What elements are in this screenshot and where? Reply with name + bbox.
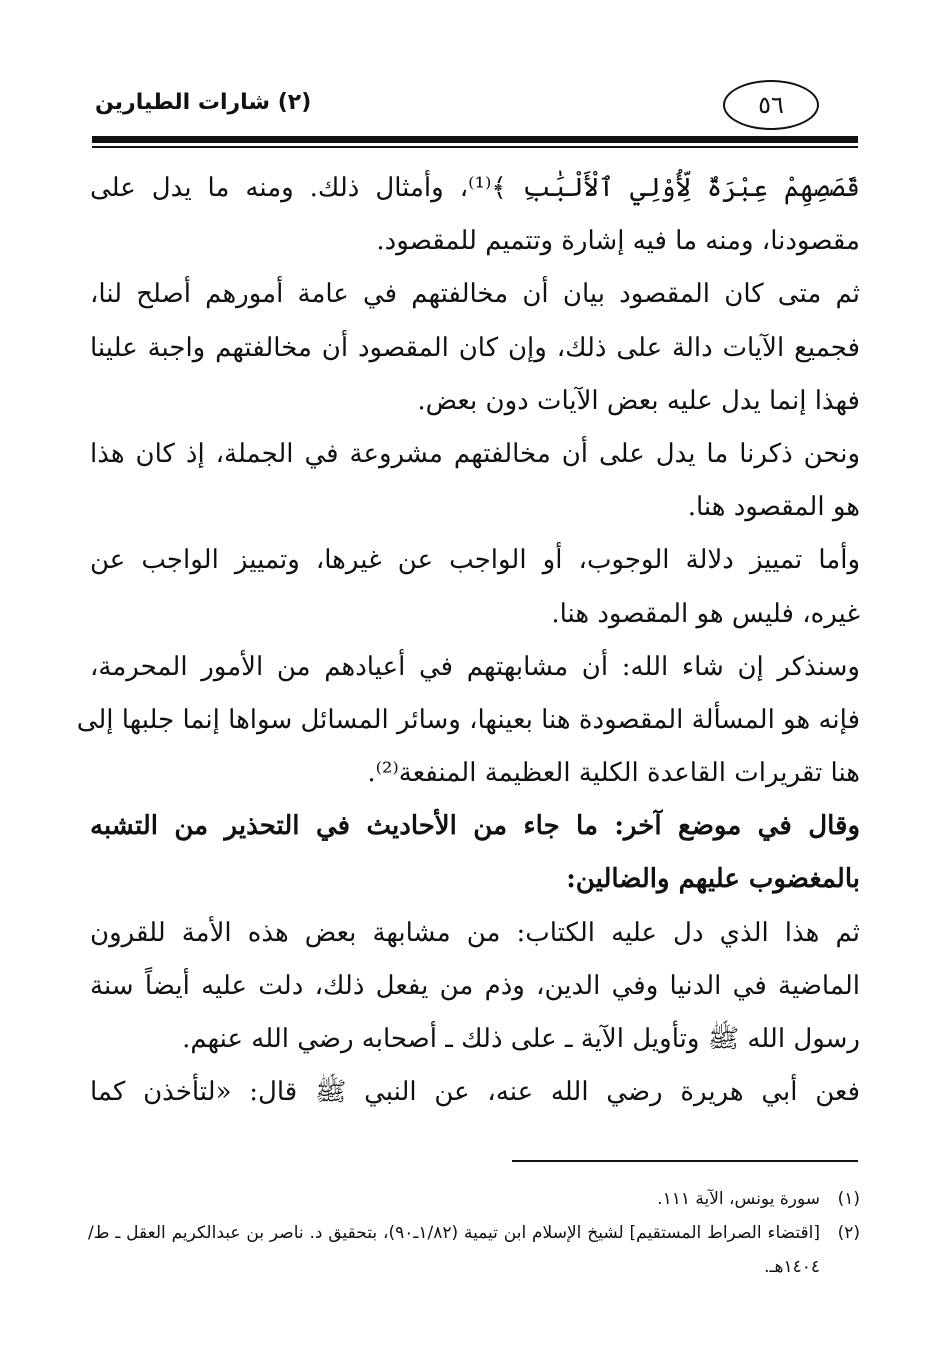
body-line: غيره، فليس هو المقصود هنا. [551,598,860,629]
footnote-text: سورة يونس، الآية ١١١. [657,1189,820,1209]
body-line: هنا تقريرات القاعدة الكلية العظيمة المنفعة⁽²⁾. [367,758,860,789]
body-line: مقصودنا، ومنه ما فيه إشارة وتتميم للمقصود. [376,226,860,257]
header-rule-thick [92,136,858,143]
header-rule-thin [92,146,858,148]
page-number [723,80,819,130]
body-line: فإنه هو المسألة المقصودة هنا بعينها، وسائر المسائل سواها إنما جلبها إلى [76,704,860,735]
body-line: بالمغضوب عليهم والضالين: [566,864,860,895]
footnote-number: (١) [837,1189,860,1209]
footnote-number: (٢) [837,1223,860,1243]
body-line: ونحن ذكرنا ما يدل على أن مخالفتهم مشروعة في الجملة، إذ كان هذا [90,438,860,469]
body-line: ثم متى كان المقصود بيان أن مخالفتهم في عامة أمورهم أصلح لنا، [90,279,860,310]
page-number-text: ٥٦ [758,91,784,119]
body-line: وأما تمييز دلالة الوجوب، أو الواجب عن غيرها، وتمييز الواجب عن [90,545,860,576]
footnote [88,1216,860,1284]
body-line: قَصَصِهِمْ عِبْرَةٌ لِّأُوْلِي ٱلْأَلْبَٰبِ ﴾⁽¹⁾، وأمثال ذلك. ومنه ما يدل على [90,173,861,203]
footnotes [88,1182,860,1284]
body-line: الماضية في الدنيا وفي الدين، وذم من يفعل ذلك، دلت عليه أيضاً سنة [90,970,860,1001]
body-line: فعن أبي هريرة رضي الله عنه، عن النبي ﷺ قال: «لتأخذن كما [90,1077,860,1108]
footnote [88,1182,860,1216]
body-line: فهذا إنما يدل عليه بعض الآيات دون بعض. [417,385,860,416]
body-line: ثم هذا الذي دل عليه الكتاب: من مشابهة بعض هذه الأمة للقرون [90,917,860,948]
footnote-text: [اقتضاء الصراط المستقيم] لشيخ الإسلام ابن تيمية (١/٨٢ـ٩٠)، بتحقيق د. ناصر بن عبدالكريم العقل ـ ط/ ١٤٠٤هـ. [88,1223,820,1277]
body-line: فجميع الآيات دالة على ذلك، وإن كان المقصود أن مخالفتهم واجبة علينا [90,332,860,363]
body-line: رسول الله ﷺ وتأويل الآية ـ على ذلك ـ أصحابه رضي الله عنهم. [182,1024,860,1054]
running-title: (٢) شارات الطيارين [95,90,312,115]
body-line: وقال في موضع آخر: ما جاء من الأحاديث في التحذير من التشبه [90,811,860,842]
body-line: وسنذكر إن شاء الله: أن مشابهتهم في أعيادهم من الأمور المحرمة، [90,651,860,682]
footnote-separator [512,1160,858,1162]
body-line: هو المقصود هنا. [687,492,860,523]
body-text [76,162,861,1119]
